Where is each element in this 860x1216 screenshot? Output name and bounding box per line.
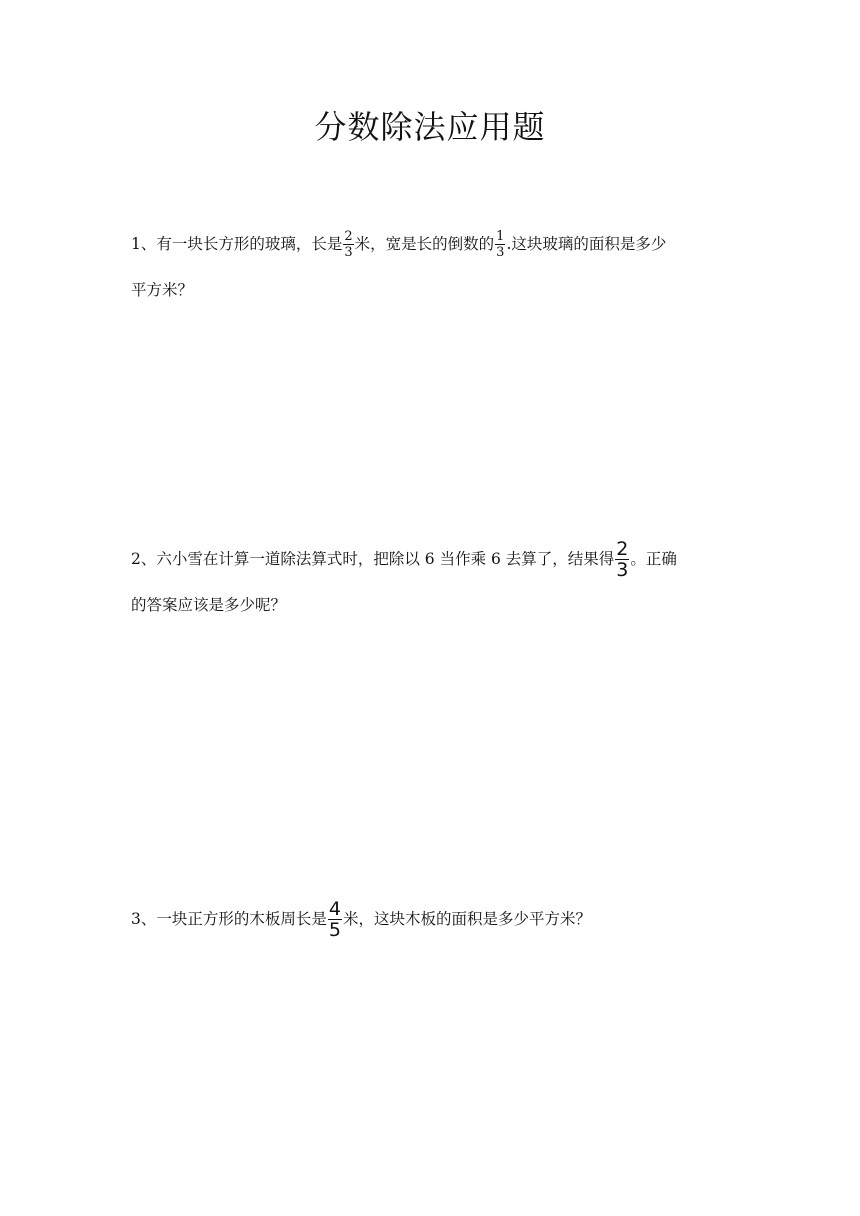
fraction-denominator: 3	[344, 244, 353, 260]
fraction-two-thirds	[343, 229, 353, 260]
fraction-four-fifths	[328, 899, 342, 940]
question-2	[131, 536, 731, 628]
fraction-numerator: 2	[616, 537, 629, 560]
question-2-line-1	[131, 536, 731, 582]
question-1-text-b: 米，宽是长的倒数的	[354, 235, 495, 253]
fraction-denominator: 3	[616, 558, 629, 581]
fraction-two-thirds	[615, 539, 629, 580]
question-2-text-a: 2、六小雪在计算一道除法算式时，把除以 6 当作乘 6 去算了，结果得	[131, 550, 615, 568]
question-1-text-c: .这块玻璃的面积是多少	[506, 235, 667, 253]
question-3	[131, 896, 731, 942]
question-1-text-a: 1、有一块长方形的玻璃，长是	[131, 235, 343, 253]
fraction-denominator: 5	[328, 918, 341, 941]
question-1	[131, 221, 731, 313]
question-3-line-1	[131, 896, 731, 942]
question-2-text-b: 。正确	[630, 550, 677, 568]
fraction-one-third	[495, 229, 505, 260]
question-3-text-a: 3、一块正方形的木板周长是	[131, 910, 327, 928]
page-title: 分数除法应用题	[314, 108, 546, 146]
fraction-numerator: 2	[344, 228, 353, 244]
question-1-line-2: 平方米？	[131, 281, 194, 299]
question-2-line-2: 的答案应该是多少呢？	[131, 596, 287, 614]
fraction-numerator: 1	[496, 228, 505, 244]
question-3-text-b: 米，这块木板的面积是多少平方米？	[342, 910, 591, 928]
fraction-numerator: 4	[328, 897, 341, 920]
fraction-denominator: 3	[496, 244, 505, 260]
question-1-line-1	[131, 221, 731, 267]
